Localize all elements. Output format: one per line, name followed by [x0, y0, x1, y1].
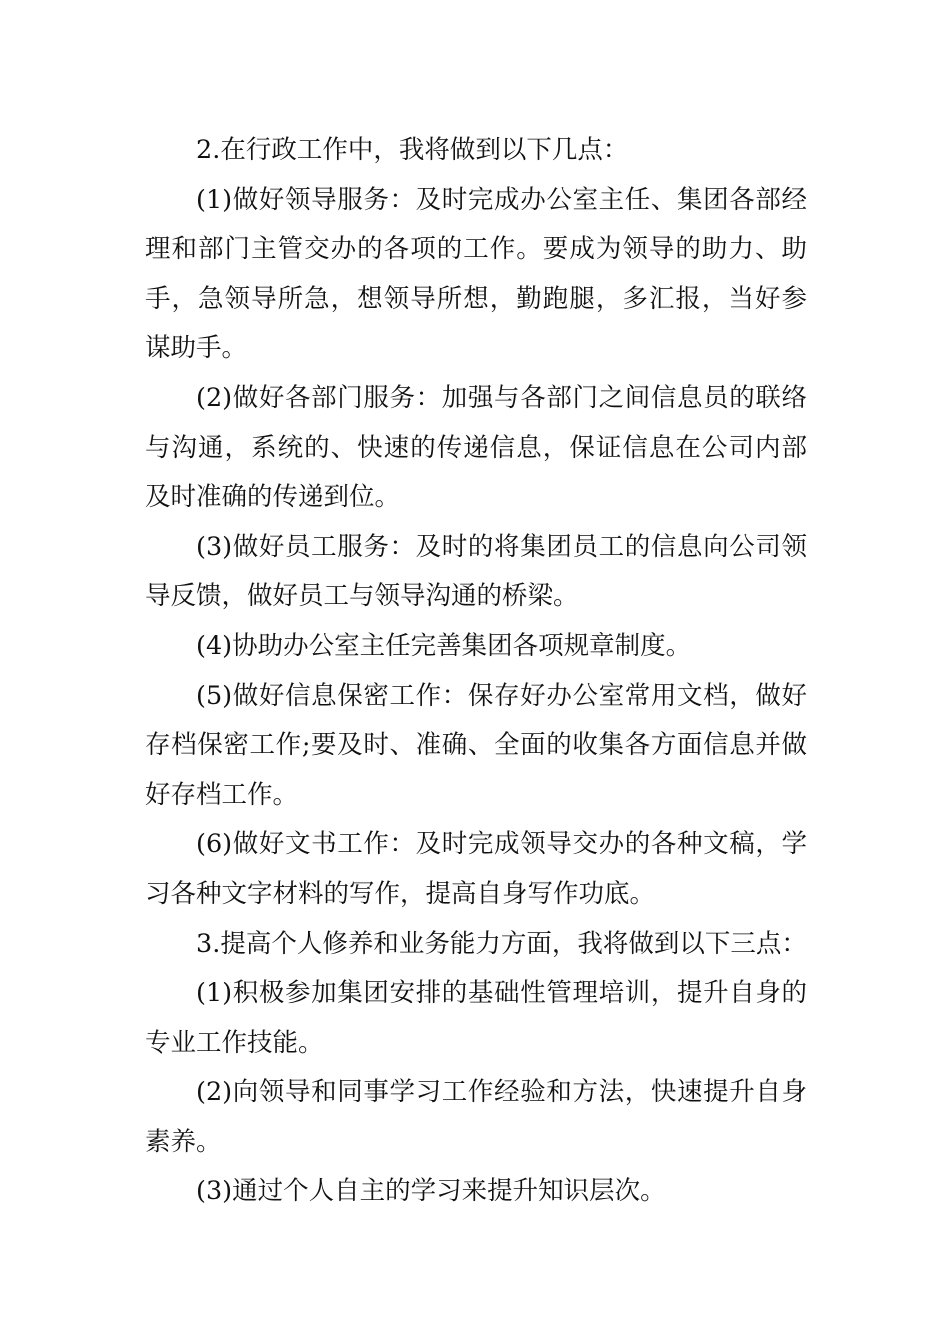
document-body — [145, 126, 807, 1217]
paragraph-section-3-heading: 3.提高个人修养和业务能力方面，我将做到以下三点： — [196, 928, 807, 959]
paragraph-section-2-heading: 2.在行政工作中，我将做到以下几点： — [196, 135, 629, 165]
paragraph-item-leader-service: (1)做好领导服务：及时完成办公室主任、集团各部经理和部门主管交办的各项的工作。要成为领导的助力、助手，急领导所急，想领导所想，勤跑腿，多汇报，当好参谋助手。 — [145, 184, 807, 364]
paragraph-item-department-service: (2)做好各部门服务：加强与各部门之间信息员的联络与沟通，系统的、快速的传递信息，保证信息在公司内部及时准确的传递到位。 — [145, 382, 807, 513]
paragraph-item-self-study: (3)通过个人自主的学习来提升知识层次。 — [196, 1176, 666, 1207]
paragraph-item-rules: (4)协助办公室主任完善集团各项规章制度。 — [196, 630, 692, 661]
paragraph-item-employee-service: (3)做好员工服务：及时的将集团员工的信息向公司领导反馈，做好员工与领导沟通的桥梁。 — [145, 531, 807, 612]
paragraph-item-confidentiality: (5)做好信息保密工作：保存好办公室常用文档，做好存档保密工作;要及时、准确、全面的收集各方面信息并做好存档工作。 — [145, 680, 807, 810]
paragraph-item-documents: (6)做好文书工作：及时完成领导交办的各种文稿，学习各种文字材料的写作，提高自身写作功底。 — [145, 829, 807, 909]
paragraph-item-learn-colleagues: (2)向领导和同事学习工作经验和方法，快速提升自身素养。 — [145, 1077, 807, 1157]
paragraph-item-training: (1)积极参加集团安排的基础性管理培训，提升自身的专业工作技能。 — [145, 978, 807, 1058]
